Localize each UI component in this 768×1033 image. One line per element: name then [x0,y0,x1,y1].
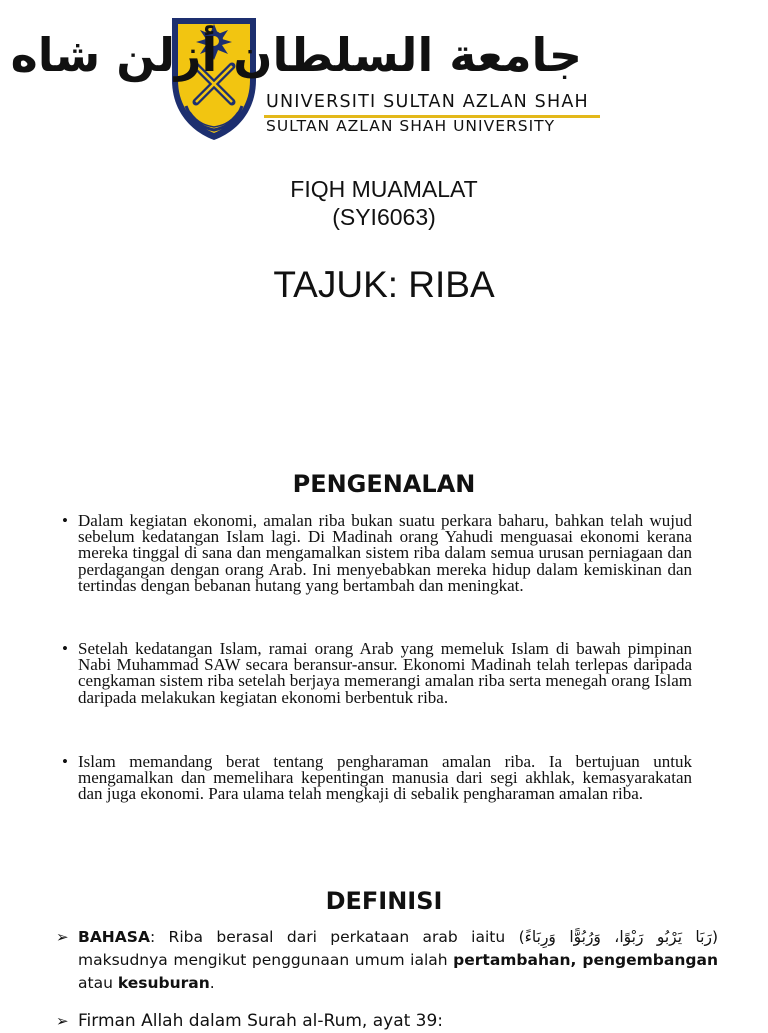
definition-next-item [56,1010,718,1033]
university-arabic-name: جامعة السلطان أزلن شاه [10,28,582,82]
arrow-bullet-icon: ➢ [56,1012,69,1030]
university-name-malay: UNIVERSITI SULTAN AZLAN SHAH [266,92,589,112]
bahasa-text: . [209,974,215,992]
course-code: (SYI6063) [332,204,436,230]
bahasa-text: atau [78,974,118,992]
list-item-text: Setelah kedatangan Islam, ramai orang Arab yang memeluk Islam di bawah pimpinan Nabi Muhammad SAW secara beransur-ansur. Ekonomi Madinah telah terlepas daripada cengkaman sistem riba setelah berjaya memerangi amalan riba serta menegah orang Islam daripada melakukan kegiatan ekonomi berbentuk riba. [78,639,692,707]
definition-heading: DEFINISI [325,887,443,915]
bahasa-bold-term: kesuburan [117,974,210,992]
bullet-icon: • [62,639,68,658]
list-item [62,754,692,803]
definition-bahasa [56,926,718,995]
bahasa-label: BAHASA [78,928,150,946]
bullet-icon: • [62,511,68,530]
intro-heading: PENGENALAN [292,470,476,498]
next-item-text: Firman Allah dalam Surah al-Rum, ayat 39: [78,1011,444,1031]
bahasa-arabic-term: رَبَا يَرْبُو رَبْوًا، وَرُبُوًّا وَرِبَاءً [524,928,712,946]
definition-list [56,926,718,995]
university-name-english: SULTAN AZLAN SHAH UNIVERSITY [266,117,556,135]
university-logo [10,14,600,144]
list-item [62,641,692,706]
intro-bullet-list-2 [62,641,692,706]
arrow-bullet-icon: ➢ [56,928,69,946]
bahasa-bold-term: pertambahan, pengembangan [453,951,718,969]
bullet-icon: • [62,752,68,771]
list-item-text: Dalam kegiatan ekonomi, amalan riba bukan suatu perkara baharu, bahkan telah wujud sebelum kedatangan Islam lagi. Di Madinah orang Yahudi menguasai ekonomi kerana mereka tinggal di sana dan mengamalkan sistem riba dalam semua urusan perniagaan dan perdagangan dengan orang Arab. Ini menyebabkan mereka hidup dalam kemiskinan dan tertindas dengan bebanan hutang yang bertambah dan meningkat. [78,511,692,595]
intro-bullet-list-3 [62,754,692,803]
course-name: FIQH MUAMALAT [290,176,478,202]
bahasa-text: ) maksudnya mengikut penggunaan umum ialah [78,928,718,969]
topic-title: TAJUK: RIBA [273,264,495,305]
intro-bullet-list-1 [62,513,692,594]
list-item [62,513,692,594]
list-item-text: Islam memandang berat tentang pengharaman amalan riba. Ia bertujuan untuk mengamalkan dan memelihara kepentingan manusia dari segi akhlak, kemasyarakatan dan juga ekonomi. Para ulama telah mengkaji di sebalik pengharaman amalan riba. [78,752,692,804]
bahasa-text: : Riba berasal dari perkataan arab iaitu ( [149,928,525,946]
